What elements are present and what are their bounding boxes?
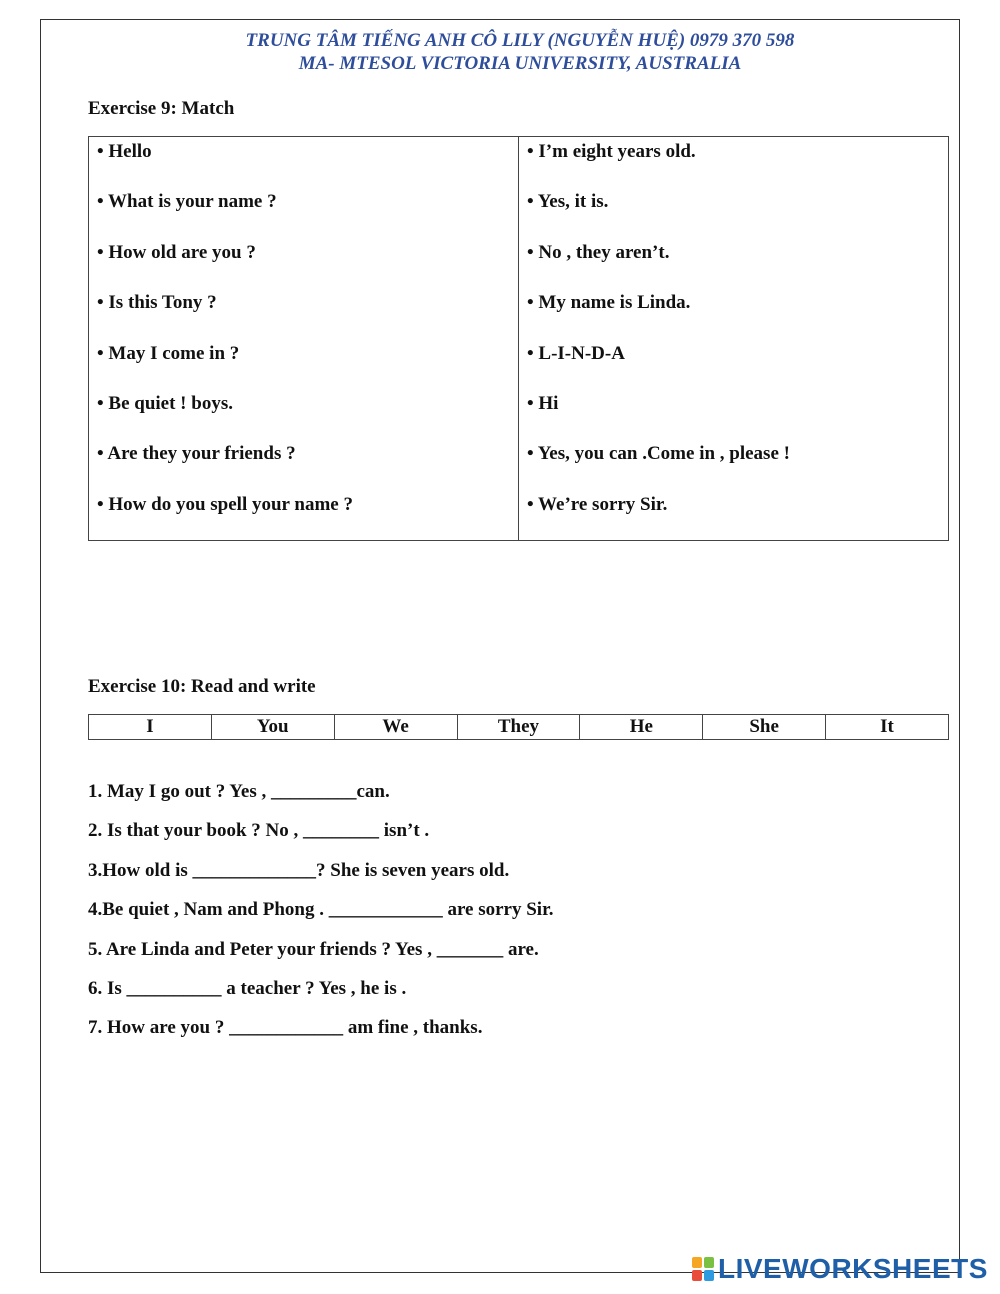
sentence-4[interactable]: 4.Be quiet , Nam and Phong . ____________ are sorry Sir. — [88, 899, 554, 920]
sentence-5[interactable]: 5. Are Linda and Peter your friends ? Yes , _______ are. — [88, 939, 539, 960]
match-left-item[interactable]: • How do you spell your name ? — [97, 493, 353, 515]
exercise-9-title: Exercise 9: Match — [88, 98, 235, 119]
sentence-3[interactable]: 3.How old is _____________? She is seven years old. — [88, 860, 510, 881]
header-line-1: TRUNG TÂM TIẾNG ANH CÔ LILY (NGUYỄN HUỆ) 0979 370 598 — [245, 30, 795, 51]
match-left-item[interactable]: • What is your name ? — [97, 191, 277, 213]
sentence-2[interactable]: 2. Is that your book ? No , ________ isn’t . — [88, 820, 430, 841]
match-right-item[interactable]: • Hi — [527, 392, 559, 414]
logo-text: LIVEWORKSHEETS — [718, 1253, 988, 1284]
exercise-10-title: Exercise 10: Read and write — [88, 676, 316, 697]
match-right-item[interactable]: • No , they aren’t. — [527, 241, 670, 263]
match-left-item[interactable]: • May I come in ? — [97, 342, 240, 364]
pronoun-cell: You — [211, 715, 334, 740]
match-right-item[interactable]: • Yes, it is. — [527, 191, 609, 213]
pronoun-cell: We — [334, 715, 457, 740]
match-left-item[interactable]: • Is this Tony ? — [97, 292, 217, 314]
match-left-item[interactable]: • Be quiet ! boys. — [97, 392, 233, 414]
match-table — [88, 136, 949, 541]
pronoun-cell: He — [580, 715, 703, 740]
match-left-item[interactable]: • Hello — [97, 141, 152, 162]
pronoun-cell: I — [89, 715, 212, 740]
header-line-2: MA- MTESOL VICTORIA UNIVERSITY, AUSTRALIA — [298, 53, 742, 74]
liveworksheets-logo-icon — [692, 1257, 714, 1281]
pronoun-cell: It — [826, 715, 949, 740]
match-right-item[interactable]: • L-I-N-D-A — [527, 342, 625, 364]
liveworksheets-logo — [692, 1254, 988, 1284]
match-right-column — [519, 137, 949, 541]
match-left-column — [89, 137, 519, 541]
match-right-item[interactable]: • I’m eight years old. — [527, 141, 696, 162]
match-right-item[interactable]: • We’re sorry Sir. — [527, 493, 668, 515]
match-left-item[interactable]: • How old are you ? — [97, 241, 256, 263]
sentence-6[interactable]: 6. Is __________ a teacher ? Yes , he is . — [88, 978, 407, 999]
sentence-7[interactable]: 7. How are you ? ____________ am fine , thanks. — [88, 1017, 483, 1038]
match-left-item[interactable]: • Are they your friends ? — [97, 443, 296, 465]
pronoun-table — [88, 714, 949, 740]
pronoun-cell: She — [703, 715, 826, 740]
match-right-item[interactable]: • Yes, you can .Come in , please ! — [527, 443, 790, 465]
sentence-1[interactable]: 1. May I go out ? Yes , _________can. — [88, 781, 390, 802]
match-right-item[interactable]: • My name is Linda. — [527, 292, 691, 314]
pronoun-cell: They — [457, 715, 580, 740]
